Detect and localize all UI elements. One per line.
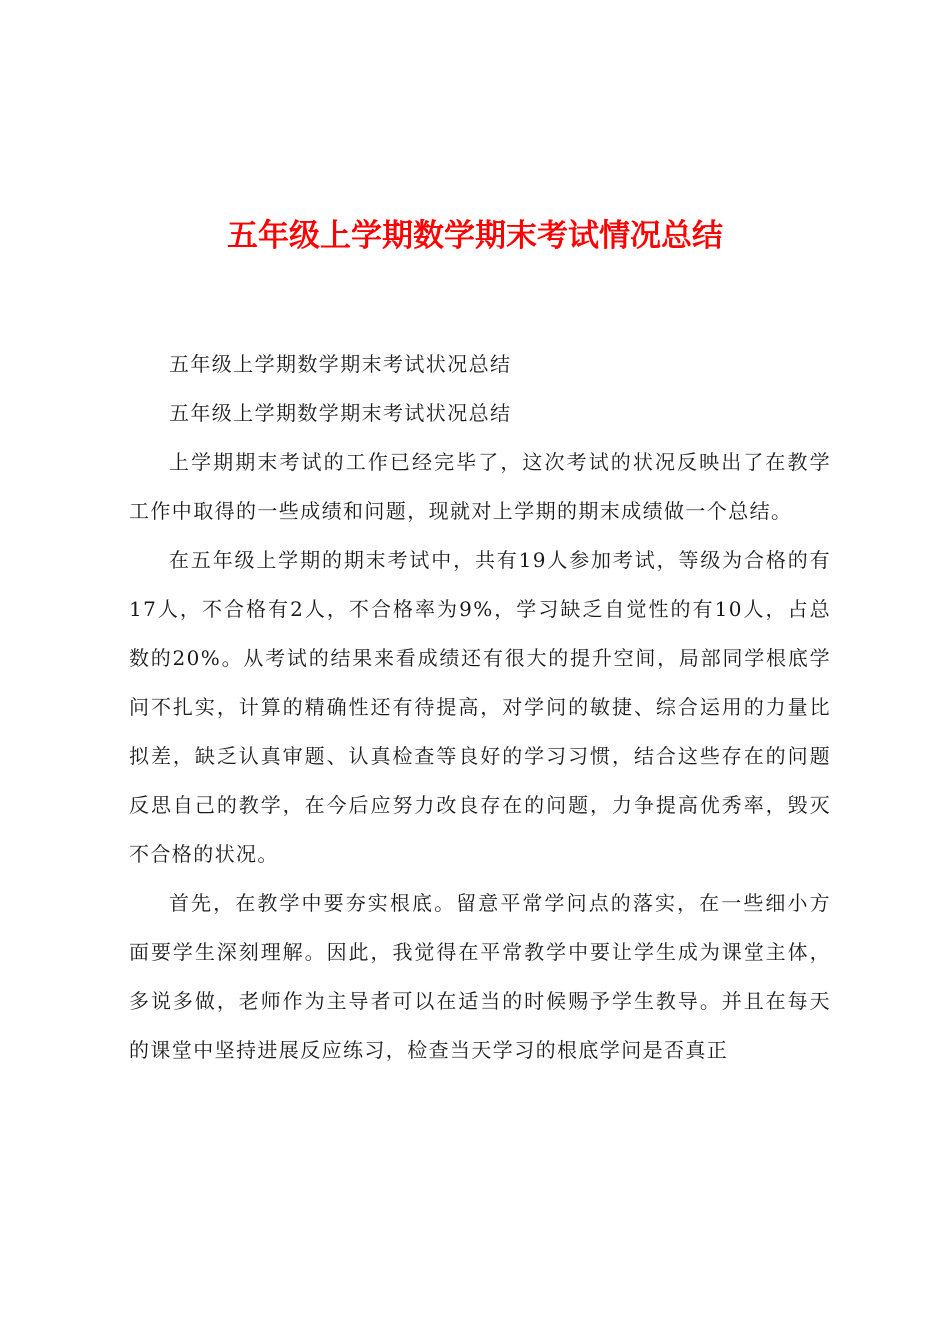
paragraph-results: 在五年级上学期的期末考试中，共有19人参加考试，等级为合格的有17人，不合格有2人，不合格率为9%，学习缺乏自觉性的有10人，占总数的20%。从考试的结果来看成绩还有很大的提升空间，局部同学根底学问不扎实，计算的精确性还有待提高，对学问的敏捷、综合运用的力量比拟差，缺乏认真审题、认真检查等良好的学习习惯，结合这些存在的问题反思自己的教学，在今后应努力改良存在的问题，力争提高优秀率，毁灭不合格的状况。 bbox=[129, 548, 831, 866]
paragraph-intro: 上学期期末考试的工作已经完毕了，这次考试的状况反映出了在教学工作中取得的一些成绩和问题，现就对上学期的期末成绩做一个总结。 bbox=[129, 450, 831, 523]
document-title: 五年级上学期数学期末考试情况总结 bbox=[227, 218, 723, 254]
paragraph-subtitle-2: 五年级上学期数学期末考试状况总结 bbox=[169, 401, 512, 425]
document-body bbox=[129, 340, 831, 1075]
paragraph-subtitle-1: 五年级上学期数学期末考试状况总结 bbox=[169, 352, 512, 376]
paragraph-first-measure: 首先，在教学中要夯实根底。留意平常学问点的落实，在一些细小方面要学生深刻理解。因此，我觉得在平常教学中要让学生成为课堂主体，多说多做，老师作为主导者可以在适当的时候赐予学生教导。并且在每天的课堂中坚持进展反应练习，检查当天学习的根底学问是否真正 bbox=[129, 891, 831, 1062]
